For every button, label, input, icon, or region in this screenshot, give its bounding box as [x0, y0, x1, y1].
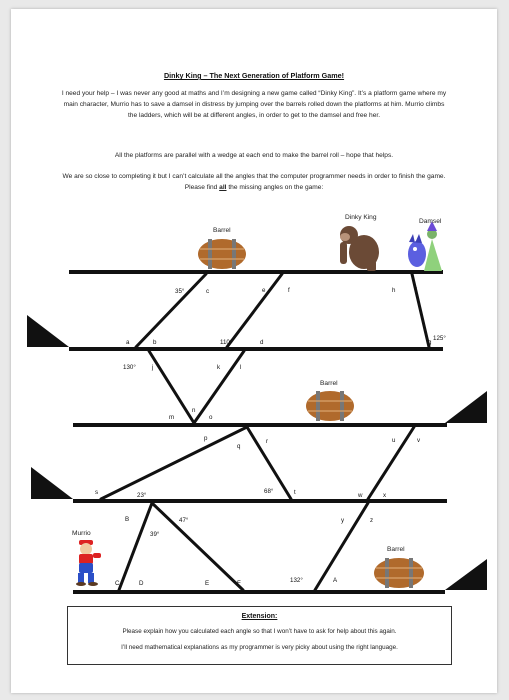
- barrel-label-top: Barrel: [213, 227, 231, 234]
- angle-47: 47°: [179, 517, 189, 524]
- angle-h: h: [392, 287, 396, 294]
- angle-e: e: [262, 287, 266, 294]
- barrel-middle-hoop-1: [316, 391, 320, 421]
- barrel-top-hoop-1: [208, 239, 212, 269]
- murrio-shoe-left: [76, 582, 86, 586]
- angle-39: 39°: [150, 531, 160, 538]
- creature-body: [408, 241, 426, 267]
- angle-F: F: [237, 580, 241, 587]
- angle-68: 68°: [264, 488, 274, 495]
- ladders: [101, 274, 429, 590]
- barrel-bottom-body: [374, 558, 424, 588]
- angle-r: r: [266, 438, 269, 445]
- angle-D: D: [139, 580, 144, 587]
- damsel-label: Damsel: [419, 218, 442, 225]
- angle-y: y: [341, 517, 345, 524]
- murrio-label: Murrio: [72, 530, 91, 537]
- angle-b: b: [153, 339, 157, 346]
- creature-eye: [413, 247, 417, 251]
- wedge-right-4: [445, 559, 487, 590]
- angle-o: o: [209, 414, 213, 421]
- murrio-arm: [93, 553, 101, 558]
- task-emphasis: all: [219, 184, 227, 191]
- murrio-leg-right: [88, 573, 94, 583]
- extension-line-1: Please explain how you calculated each angle so that I won’t have to ask for help about this again.: [122, 628, 397, 635]
- gorilla-arm: [340, 242, 347, 264]
- angle-A: A: [333, 577, 338, 584]
- angle-c: c: [206, 288, 210, 295]
- angle-130: 130°: [123, 364, 136, 371]
- extension-heading: Extension:: [241, 613, 278, 620]
- barrel-middle-body: [306, 391, 354, 421]
- ladder-3: [412, 274, 429, 347]
- angle-125: 125°: [433, 335, 446, 342]
- angle-23: 23°: [137, 492, 147, 499]
- angle-m: m: [169, 414, 175, 421]
- extension-box: [67, 606, 452, 665]
- damsel-dress: [424, 239, 442, 271]
- murrio-icon: [76, 540, 101, 586]
- angle-110: 110°: [220, 339, 233, 346]
- ladder-2: [227, 274, 282, 347]
- angle-s: s: [95, 489, 99, 496]
- angle-a: a: [126, 339, 130, 346]
- ladder-8: [368, 427, 414, 499]
- gorilla-face: [340, 233, 350, 241]
- angle-n: n: [192, 407, 196, 414]
- platforms-paragraph: All the platforms are parallel with a wedge at each end to make the barrel roll – hope that helps.: [114, 152, 394, 159]
- barrel-top-body: [198, 239, 246, 269]
- ladder-10: [152, 503, 243, 590]
- angle-x: x: [383, 492, 387, 499]
- task-outro: the missing angles on the game:: [226, 184, 324, 191]
- murrio-shoe-right: [88, 582, 98, 586]
- wedge-left-1: [27, 315, 69, 347]
- game-diagram: [11, 9, 497, 619]
- barrel-top-hoop-2: [232, 239, 236, 269]
- extension-line-2: I’ll need mathematical explanations as my programmer is very picky about using the right language.: [121, 644, 398, 651]
- barrel-bottom: [374, 558, 424, 588]
- wedge-right-2: [445, 391, 487, 423]
- worksheet-page: [11, 9, 497, 693]
- angle-l: l: [240, 364, 242, 371]
- dinky-king-label: Dinky King: [345, 214, 377, 221]
- ladder-5: [194, 351, 244, 423]
- barrel-bottom-hoop-1: [385, 558, 389, 588]
- angle-q: q: [237, 443, 241, 450]
- intro-paragraph: I need your help – I was never any good at maths and I’m designing a new game called “Dinky King”. It’s a platform game where my main character, Murrio has to save a damsel in distress by jumping over the barrels rolled down the platforms at him. Murrio climbs the ladders, which will be at different angles, in order to get to the damsel and free her.: [61, 90, 447, 119]
- task-intro: We are so close to completing it but I can’t calculate all the angles that the computer programmer needs in order to finish the game. Please find: [62, 173, 446, 191]
- ladder-9: [119, 503, 152, 590]
- angle-i: i: [416, 287, 418, 294]
- angle-132: 132°: [290, 577, 303, 584]
- murrio-overalls: [79, 563, 93, 573]
- murrio-leg-left: [78, 573, 84, 583]
- angle-u: u: [392, 437, 396, 444]
- angle-35: 35°: [175, 288, 185, 295]
- wedge-left-3: [31, 467, 73, 499]
- barrel-middle: [306, 391, 354, 421]
- barrel-label-bottom: Barrel: [387, 546, 405, 553]
- angle-B: B: [125, 516, 130, 523]
- angle-k: k: [217, 364, 221, 371]
- barrel-label-middle: Barrel: [320, 380, 338, 387]
- angle-C: C: [115, 580, 120, 587]
- angle-v: v: [417, 437, 421, 444]
- murrio-head: [80, 543, 92, 555]
- angle-w: w: [358, 492, 363, 499]
- gorilla-icon: [340, 226, 379, 271]
- murrio-shirt: [79, 554, 93, 564]
- worksheet-title: Dinky King – The Next Generation of Platform Game!: [163, 71, 345, 80]
- ladder-1: [136, 274, 206, 347]
- damsel-icon: [424, 221, 442, 271]
- gorilla-leg: [367, 261, 376, 271]
- barrel-middle-hoop-2: [340, 391, 344, 421]
- angle-p: p: [204, 435, 208, 442]
- angle-t: t: [294, 489, 296, 496]
- barrel-bottom-hoop-2: [409, 558, 413, 588]
- barrel-top: [198, 239, 246, 269]
- angle-E: E: [205, 580, 210, 587]
- ladder-4: [149, 351, 194, 423]
- angle-j: j: [152, 364, 154, 371]
- angle-z: z: [370, 517, 374, 524]
- ladder-6: [101, 427, 247, 499]
- creature-icon: [408, 234, 426, 267]
- angle-g: g: [428, 339, 432, 346]
- angle-d: d: [260, 339, 264, 346]
- angle-f: f: [288, 287, 290, 294]
